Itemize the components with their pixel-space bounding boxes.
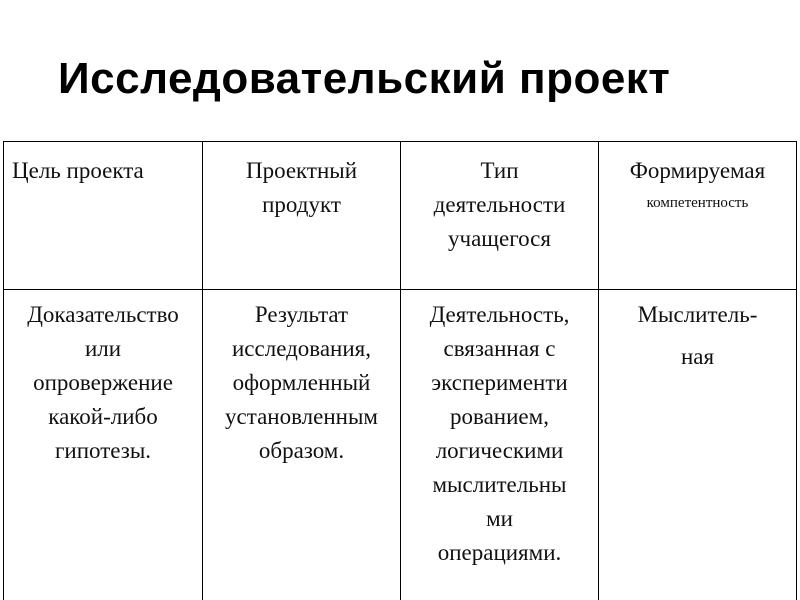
cell-activity-line: связанная с: [443, 336, 556, 361]
cell-activity: [401, 290, 599, 600]
cell-product-line: образом.: [258, 438, 345, 463]
cell-goal: [4, 290, 203, 600]
cell-activity-line: ми: [486, 506, 513, 531]
cell-activity-line: рованием,: [450, 404, 549, 429]
cell-goal-line: опровержение: [33, 370, 173, 395]
cell-activity-line: логическими: [435, 438, 564, 463]
cell-competence: [599, 290, 797, 600]
project-table: [3, 141, 797, 600]
cell-activity-line: Деятельность,: [429, 302, 570, 327]
cell-competence-line: ная: [680, 344, 715, 369]
cell-activity-line: операциями.: [437, 540, 562, 565]
table-header-row: [4, 142, 797, 290]
header-cell-competence: [599, 142, 797, 290]
cell-goal-line: какой-либо: [48, 404, 158, 429]
header-activity-line: Тип: [480, 158, 519, 183]
slide-title: Исследовательский проект: [58, 54, 671, 103]
cell-goal-line: гипотезы.: [54, 438, 152, 463]
header-competence-line: компетентность: [646, 195, 749, 211]
header-cell-activity: [401, 142, 599, 290]
header-cell-product: [203, 142, 401, 290]
header-activity-line: учащегося: [448, 226, 551, 251]
cell-product: [203, 290, 401, 600]
cell-goal-line: или: [84, 336, 122, 361]
header-activity-line: деятельности: [433, 192, 566, 217]
header-goal-text: Цель проекта: [12, 158, 144, 183]
header-competence-line: Формируемая: [629, 158, 766, 183]
cell-product-line: установленным: [225, 404, 378, 429]
cell-activity-line: мыслительны: [432, 472, 567, 497]
header-product-line: Проектный: [245, 158, 358, 183]
cell-activity-line: эксперименти: [431, 370, 568, 395]
cell-product-line: Результат: [254, 302, 349, 327]
table-row: [4, 290, 797, 600]
cell-product-line: оформленный: [232, 370, 371, 395]
header-cell-goal: [4, 142, 203, 290]
header-product-line: продукт: [262, 192, 341, 217]
cell-goal-line: Доказательство: [27, 302, 179, 327]
cell-product-line: исследования,: [231, 336, 372, 361]
cell-competence-line: Мыслитель-: [637, 302, 758, 327]
